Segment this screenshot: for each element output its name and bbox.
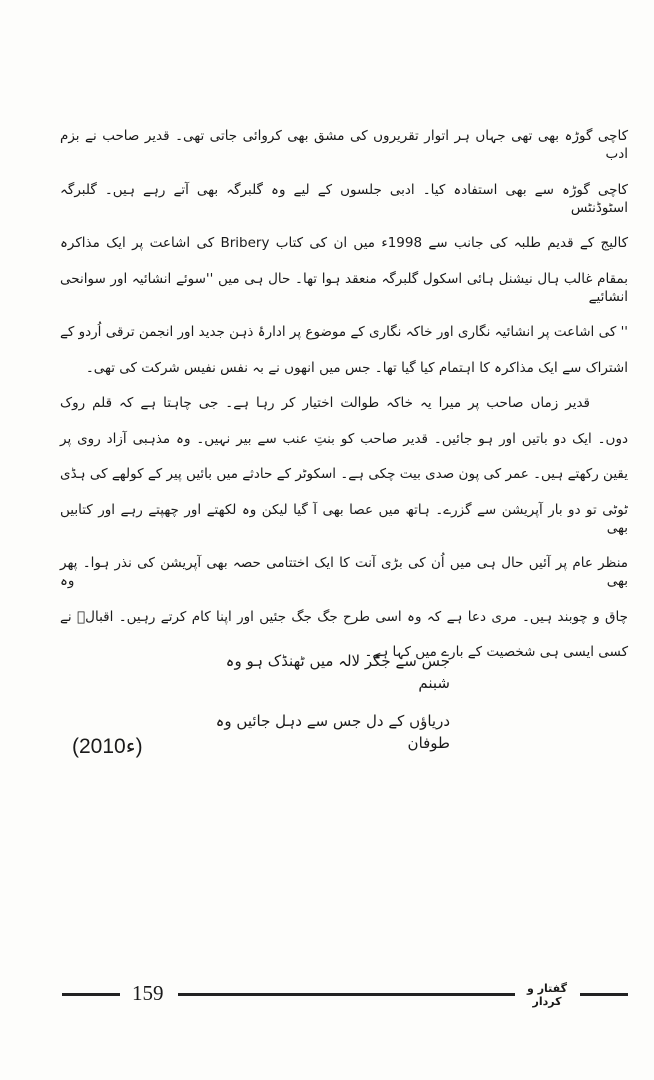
text-line: چاق و چوبند ہیں۔ مری دعا ہے کہ وہ اسی طرح جگ جگ جئیں اور اپنا کام کرتے رہیں۔ اقبالؔ نے: [60, 608, 628, 625]
text-line: دوں۔ ایک دو باتیں اور ہو جائیں۔ قدیر صاحب کو بنتِ عنب سے بیر نہیں۔ وہ مذہبی آزاد روی پر: [60, 430, 628, 447]
text-line: ٹوٹی تو دو بار آپریشن سے گزرے۔ ہاتھ میں عصا بھی آ گیا لیکن وہ لکھتے اور چھپتے رہے اور کتابیں بھی: [60, 501, 628, 536]
text-line: کالیج کے قدیم طلبہ کی جانب سے 1998ء میں ان کی کتاب Bribery کی اشاعت پر ایک مذاکرہ: [60, 235, 628, 251]
text-line: بمقام غالب ہال نیشنل ہائی اسکول گلبرگہ منعقد ہوا تھا۔ حال ہی میں ''سوئے انشائیہ اور سوانحی انشائیے: [60, 270, 628, 305]
paragraph-1: [60, 118, 628, 385]
verse: [200, 650, 450, 770]
text-line: کسی ایسی ہی شخصیت کے بارے میں کہا ہے۔: [364, 644, 628, 660]
paragraph-2: [60, 385, 628, 670]
page-number: 159: [132, 981, 164, 1005]
footer-rule: [580, 993, 628, 996]
verse-line: دریاؤں کے دل جس سے دہل جائیں وہ طوفان: [215, 712, 450, 752]
date: (2010ء): [72, 735, 143, 758]
text-line: اشتراک سے ایک مذاکرہ کا اہتمام کیا گیا تھا۔ جس میں انھوں نے بہ نفس نفیس شرکت کی تھی۔: [85, 359, 628, 376]
text-line: کاچی گوڑہ بھی تھی جہاں ہر اتوار تقریروں کی مشق بھی کروائی جاتی تھی۔ قدیر صاحب نے بزم ادب: [60, 128, 628, 162]
body-text: [60, 118, 628, 670]
text-line: یقین رکھتے ہیں۔ عمر کی پون صدی بیت چکی ہے۔ اسکوٹر کے حادثے میں بائیں پیر کے کولھے کی ہڈی: [60, 466, 628, 482]
book-title: گفتار و کردار: [527, 982, 567, 1008]
text-line: منظر عام پر آئیں حال ہی میں اُن کی بڑی آنت کا ایک اختتامی حصہ بھی آپریشن کی نذر ہوا۔ پھر بھی وہ: [60, 555, 628, 589]
text-line: کاچی گوڑہ سے بھی استفادہ کیا۔ ادبی جلسوں کے لیے وہ گلبرگہ بھی آتے رہے ہیں۔ گلبرگہ اسٹوڈنٹس: [60, 181, 628, 216]
footer-rule: [178, 993, 515, 996]
text-line: '' کی اشاعت پر انشائیہ نگاری اور خاکہ نگاری کے موضوع پر ادارۂ ذہن جدید اور انجمن ترقی اُردو کے: [60, 324, 628, 340]
text-line: قدیر زماں صاحب پر میرا یہ خاکہ طوالت اختیار کر رہا ہے۔ جی چاہتا ہے کہ قلم روک: [60, 395, 590, 411]
footer-rule: [62, 993, 120, 996]
verse-line: جس سے جگر لالہ میں ٹھنڈک ہو وہ شبنم: [225, 652, 450, 692]
